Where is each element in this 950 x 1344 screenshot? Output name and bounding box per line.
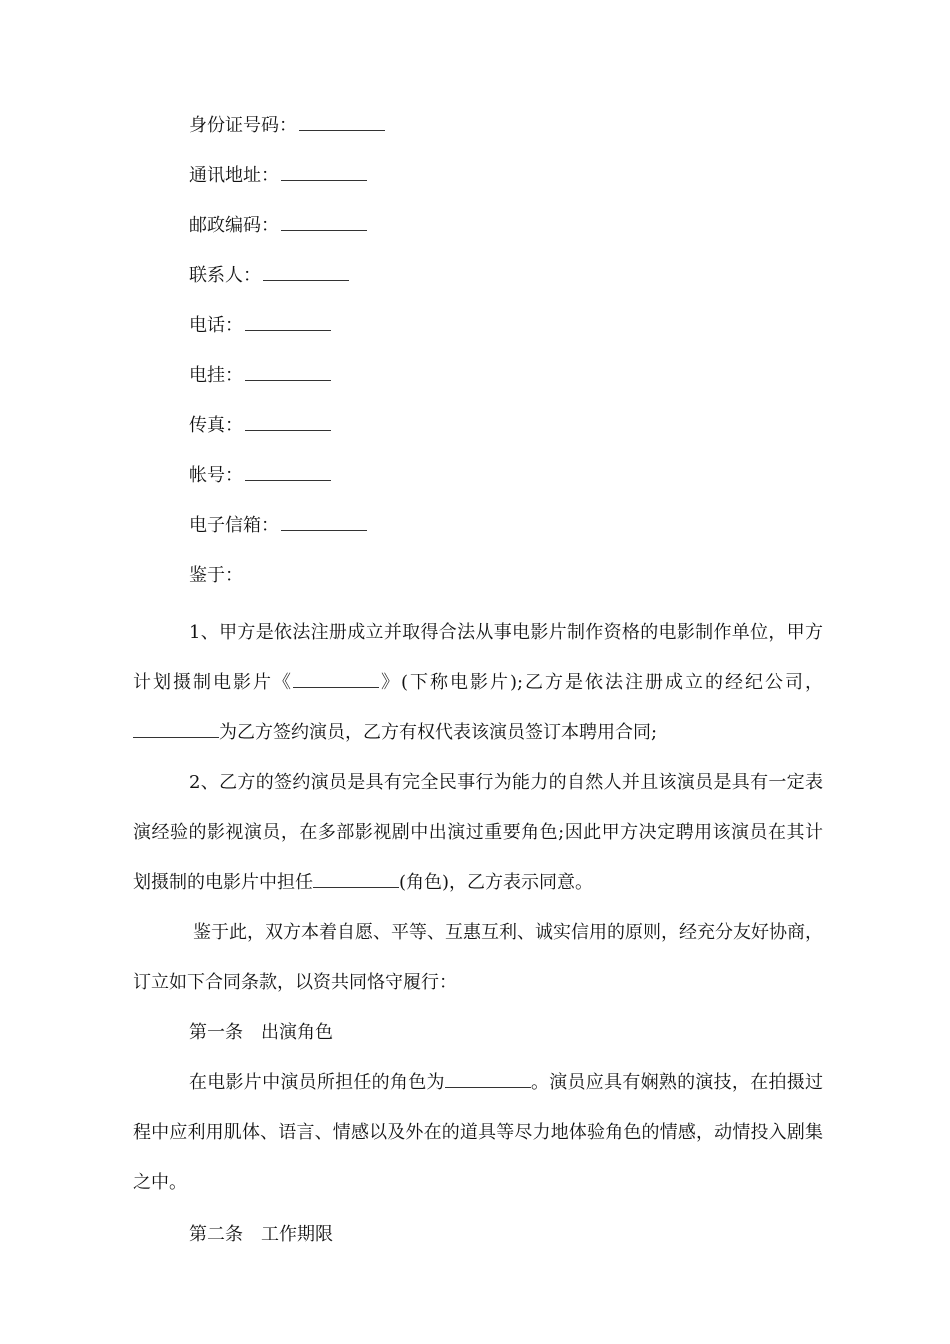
film-title-blank: [293, 667, 379, 688]
postal-code-label: 邮政编码：: [189, 215, 279, 236]
phone-field: [133, 308, 823, 358]
article-1-text: [133, 1058, 823, 1208]
phone-label: 电话：: [189, 315, 243, 336]
account-blank: [245, 460, 331, 481]
address-field: [133, 158, 823, 208]
id-number-blank: [299, 110, 385, 131]
postal-code-field: [133, 208, 823, 258]
phone-blank: [245, 310, 331, 331]
clause-2-text-a: 2、乙方的签约演员是具有完全民事行为能力的自然人并且该演员是具有一定表演经验的影视演员，在多部影视剧中出演过重要角色;因此甲方决定聘用该演员在其计划摄制的电影片中担任: [133, 772, 823, 893]
contact-blank: [263, 260, 349, 281]
address-blank: [281, 160, 367, 181]
account-label: 帐号：: [189, 465, 243, 486]
actor-name-blank: [133, 717, 219, 738]
fax-field: [133, 408, 823, 458]
contract-body: [133, 108, 823, 1260]
contact-field: [133, 258, 823, 308]
postal-code-blank: [281, 210, 367, 231]
clause-2: [133, 758, 823, 908]
fax-label: 传真：: [189, 415, 243, 436]
clause-1-text-c: 为乙方签约演员，乙方有权代表该演员签订本聘用合同;: [219, 722, 658, 743]
id-number-field: [133, 108, 823, 158]
id-number-label: 身份证号码：: [189, 115, 297, 136]
article-1-text-b: 。演员应具有娴熟的演技，在拍摄过程中应利用肌体、语言、情感以及外在的道具等尽力地体验角色的情感，动情投入剧集之中。: [133, 1072, 823, 1193]
email-blank: [281, 510, 367, 531]
article-1-role-blank: [445, 1067, 531, 1088]
clause-1: [133, 608, 823, 758]
phone2-label: 电挂：: [189, 365, 243, 386]
email-field: [133, 508, 823, 558]
phone2-field: [133, 358, 823, 408]
fax-blank: [245, 410, 331, 431]
account-field: [133, 458, 823, 508]
article-1-title: 第一条 出演角色: [189, 1022, 333, 1043]
phone2-blank: [245, 360, 331, 381]
clause-2-text-b: (角色)，乙方表示同意。: [399, 872, 594, 893]
contact-label: 联系人：: [189, 265, 261, 286]
clause-1-text-a: 1、甲方是依法注册成立并取得合法从事电影片制作资格的电影制作单位，甲方计划摄制电影片《: [133, 622, 823, 693]
whereas-heading: 鉴于：: [189, 565, 243, 586]
article-2-title: 第二条 工作期限: [189, 1224, 333, 1245]
email-label: 电子信箱：: [189, 515, 279, 536]
address-label: 通讯地址：: [189, 165, 279, 186]
clause-1-text-b: 》(下称电影片);乙方是依法注册成立的经纪公司，: [378, 672, 824, 693]
agreement-paragraph: 鉴于此，双方本着自愿、平等、互惠互利、诚实信用的原则，经充分友好协商，订立如下合同条款，以资共同恪守履行：: [133, 922, 823, 993]
role-blank: [313, 867, 399, 888]
article-1-text-a: 在电影片中演员所担任的角色为: [189, 1072, 445, 1093]
